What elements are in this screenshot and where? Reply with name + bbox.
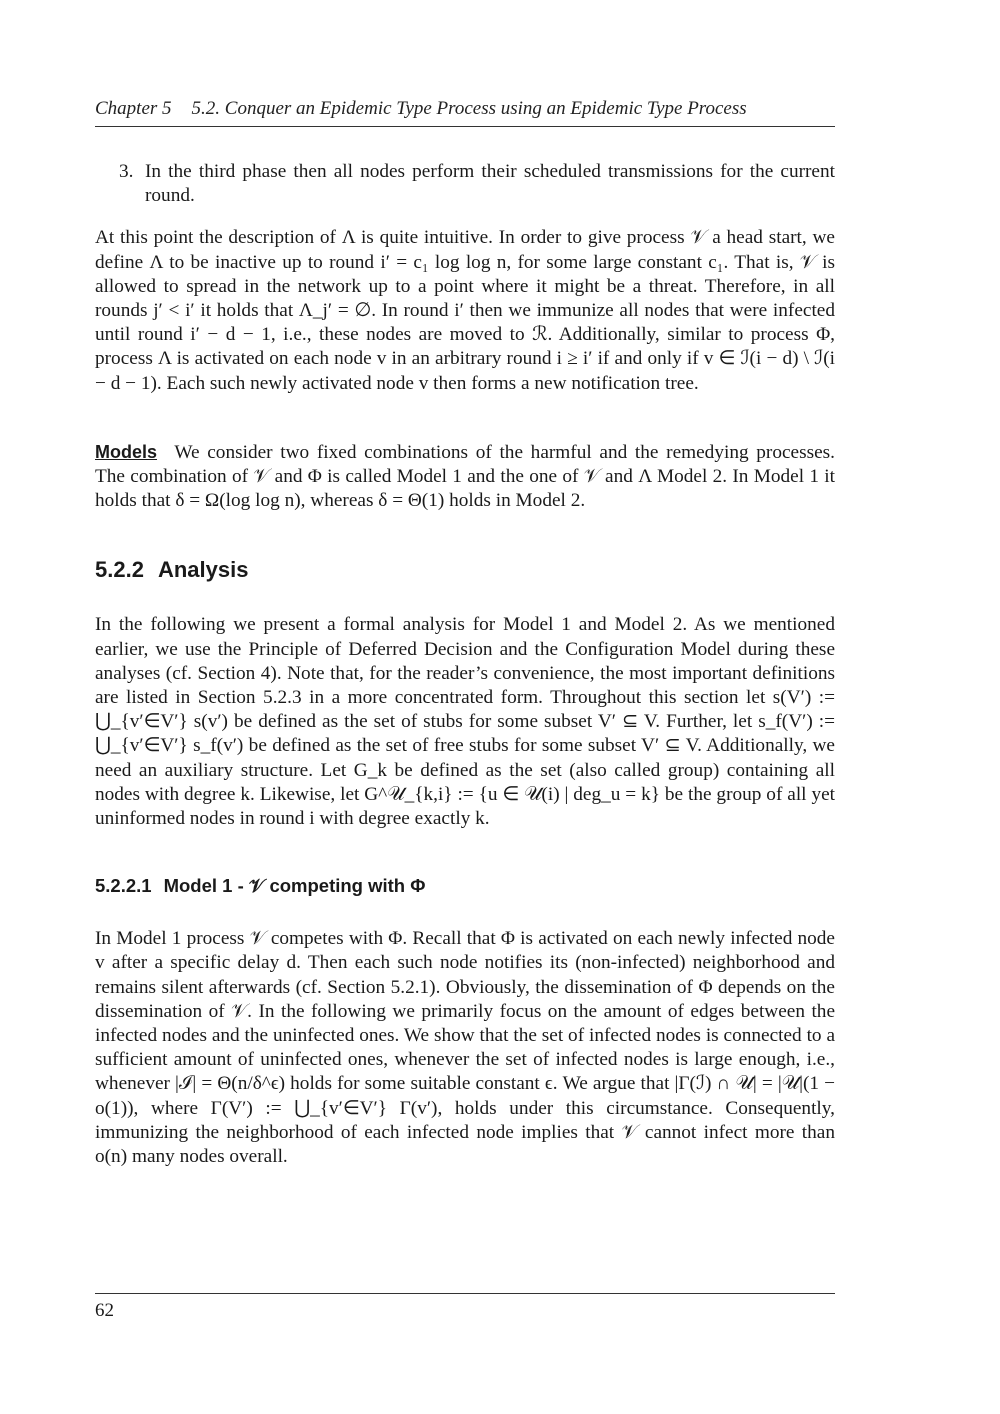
list-item <box>95 160 835 208</box>
paragraph-model1: In Model 1 process 𝒱 competes with Φ. Recall that Φ is activated on each newly infected node v after a specific delay d. Then each such node notifies its (non-infected) neighborhood and remains silent afterwards (cf. Section 5.2.1). Obviously, the dissemination of Φ depends on the dissemination of 𝒱. In the following we primarily focus on the amount of edges between the infected nodes and the uninfected ones. We show that the set of infected nodes is connected to a sufficient amount of uninfected ones, whenever the set of infected nodes is large enough, i.e., whenever |ℐ| = Θ(n/δ^ϵ) holds for some suitable constant ϵ. We argue that |Γ(ℐ) ∩ 𝒰| = |𝒰|(1 − o(1)), where Γ(V′) := ⋃_{v′∈V′} Γ(v′), holds under this circumstance. Consequently, immunizing the neighborhood of each infected node implies that 𝒱 cannot infect more than o(n) many nodes overall. <box>95 928 835 1168</box>
phase-list <box>95 160 835 208</box>
page-body <box>95 160 835 1169</box>
paragraph-analysis: In the following we present a formal analysis for Model 1 and Model 2. As we mentioned earlier, we use the Principle of Deferred Decision and the Configuration Model during these analyses (cf. Section 4). Note that, for the reader’s convenience, the most important definitions are listed in Section 5.2.3 in a more concentrated form. Throughout this section let s(V′) := ⋃_{v′∈V′} s(v′) be defined as the set of stubs for some subset V′ ⊆ V. Further, let s_f(V′) := ⋃_{v′∈V′} s_f(v′) be defined as the set of free stubs for some subset V′ ⊆ V. Additionally, we need an auxiliary structure. Let G_k be defined as the set (also called group) containing all nodes with degree k. Likewise, let G^𝒰_{k,i} := {u ∈ 𝒰(i) | deg_u = k} be the group of all yet uninformed nodes in round i with degree exactly k. <box>95 614 835 830</box>
running-header <box>95 98 835 120</box>
page-number: 62 <box>95 1300 114 1321</box>
models-paragraph <box>95 440 835 514</box>
subsection-title: Model 1 - 𝒱 competing with Φ <box>163 875 426 897</box>
section-number: 5.2.2 <box>95 557 144 583</box>
footer-rule <box>95 1293 835 1294</box>
list-item-number: 3. <box>119 161 134 182</box>
subsection-number: 5.2.2.1 <box>95 875 152 897</box>
header-chapter: Chapter 5 <box>95 98 172 119</box>
header-rule <box>95 126 835 127</box>
models-text: We consider two fixed combinations of the harmful and the remedying processes. The combination of 𝒱 and Φ is called Model 1 and the one of 𝒱 and Λ Model 2. In Model 1 it holds that δ = Ω(log log n), whereas δ = Θ(1) holds in Model 2. <box>95 441 835 512</box>
header-section: 5.2. Conquer an Epidemic Type Process using an Epidemic Type Process <box>191 98 747 119</box>
section-heading <box>95 557 835 583</box>
section-title: Analysis <box>157 557 249 583</box>
list-item-text: In the third phase then all nodes perform their scheduled transmissions for the current round. <box>145 161 835 207</box>
paragraph-lambda: At this point the description of Λ is quite intuitive. In order to give process 𝒱 a head start, we define Λ to be inactive up to round i′ = c₁ log log n, for some large constant c₁. That is, 𝒱 is allowed to spread in the network up to a point where it might be a threat. Therefore, in all rounds j′ < i′ it holds that Λ_j′ = ∅. In round i′ then we immunize all nodes that were infected until round i′ − d − 1, i.e., these nodes are moved to ℛ. Additionally, similar to process Φ, process Λ is activated on each node v in an arbitrary round i ≥ i′ if and only if v ∈ ℐ(i − d) \ ℐ(i − d − 1). Each such newly activated node v then forms a new notification tree. <box>95 227 835 394</box>
models-heading: Models <box>95 441 158 462</box>
subsection-heading <box>95 875 835 897</box>
